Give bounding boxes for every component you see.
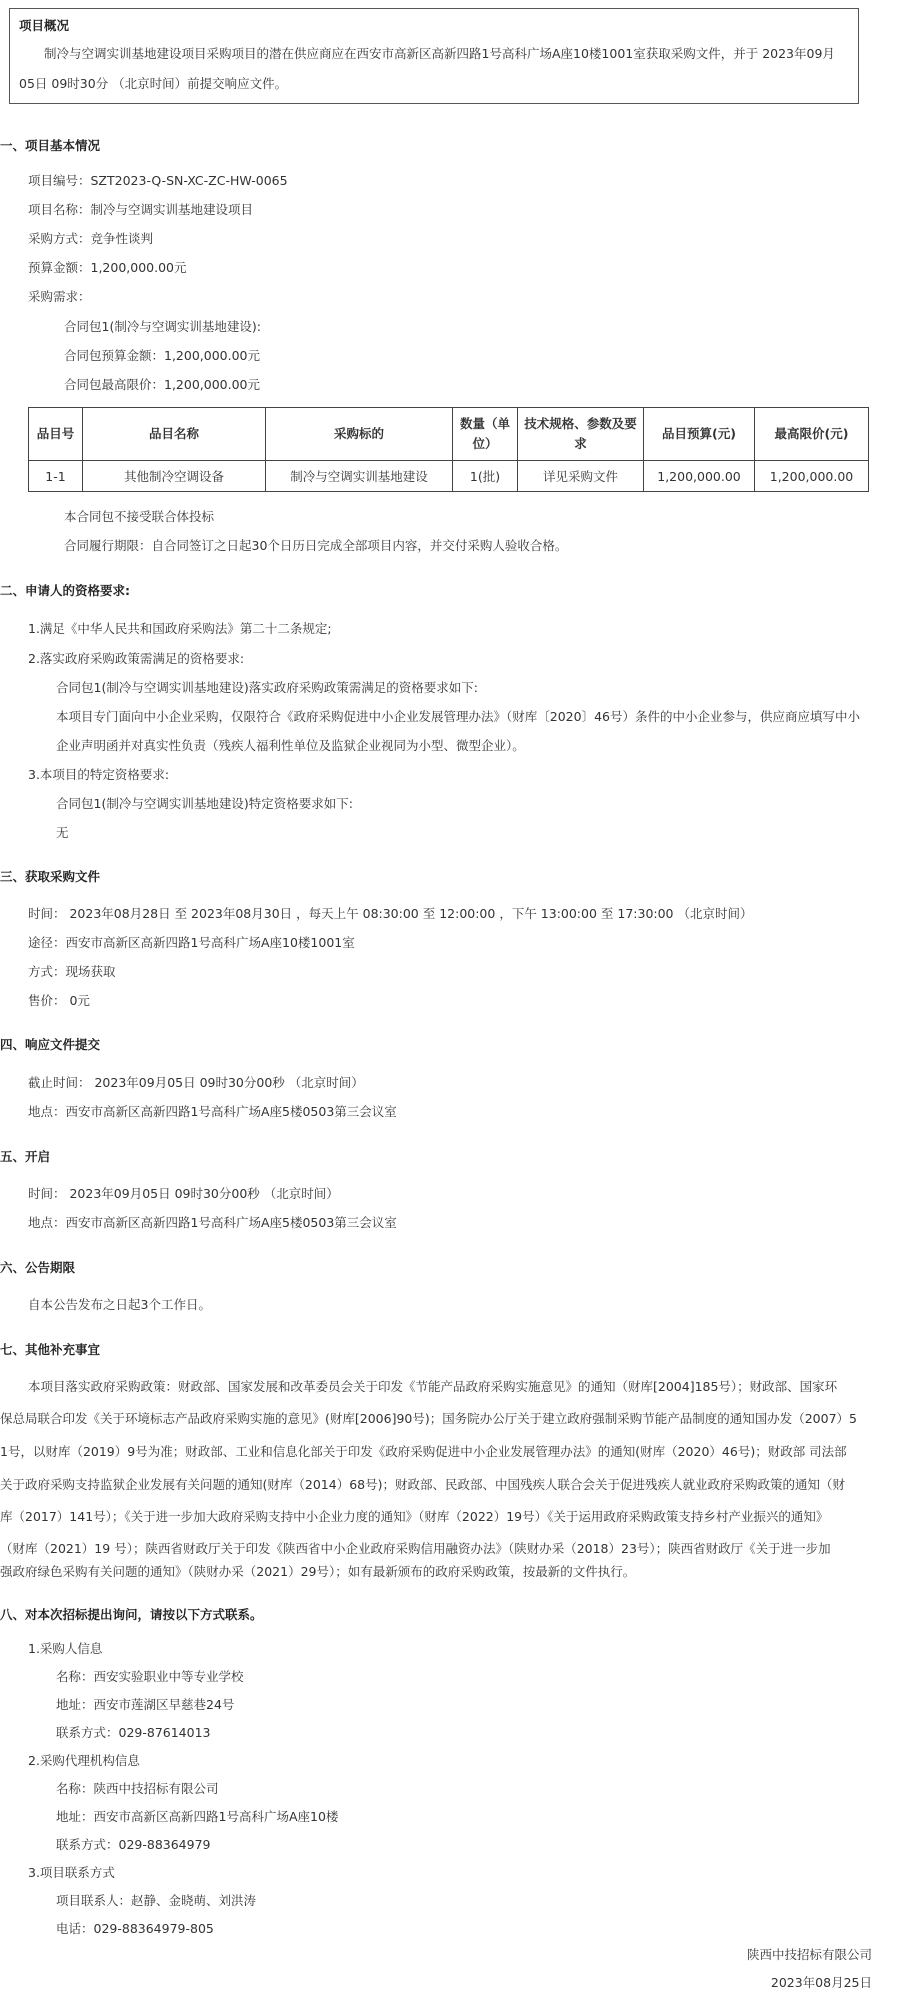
section-2-heading: 二、申请人的资格要求: <box>0 583 130 598</box>
table-cell: 其他制冷空调设备 <box>83 461 266 492</box>
qualification-item-3-value: 无 <box>56 825 69 840</box>
overview-title: 项目概况 <box>19 18 70 33</box>
table-header: 品目预算(元) <box>644 408 755 461</box>
project-overview-box <box>9 8 859 104</box>
no-consortium-note: 本合同包不接受联合体投标 <box>64 509 215 524</box>
qualification-item-2-sub: 合同包1(制冷与空调实训基地建设)落实政府采购政策需满足的资格要求如下: <box>56 680 478 695</box>
table-cell: 1-1 <box>29 461 83 492</box>
section-8-heading: 八、对本次招标提出询问，请按以下方式联系。 <box>0 1607 263 1622</box>
procurement-method: 采购方式：竞争性谈判 <box>28 231 154 246</box>
table-cell: 1(批) <box>453 461 518 492</box>
table-header: 最高限价(元) <box>755 408 869 461</box>
supplementary-line: 强政府绿色采购有关问题的通知》（陕财办采（2021）29号）；如有最新颁布的政府采购政策，按最新的文件执行。 <box>0 1564 636 1579</box>
contract-period: 合同履行期限：自合同签订之日起30个日历日完成全部项目内容，并交付采购人验收合格。 <box>64 538 568 553</box>
purchaser-address: 地址：西安市莲湖区早慈巷24号 <box>56 1697 235 1712</box>
section-1-heading: 一、项目基本情况 <box>0 138 101 153</box>
opening-time: 时间： 2023年09月05日 09时30分00秒 （北京时间） <box>28 1186 339 1201</box>
table-cell: 制冷与空调实训基地建设 <box>266 461 453 492</box>
section-5-heading: 五、开启 <box>0 1149 51 1164</box>
submission-deadline: 截止时间： 2023年09月05日 09时30分00秒 （北京时间） <box>28 1075 364 1090</box>
qualification-item-1: 1.满足《中华人民共和国政府采购法》第二十二条规定; <box>28 621 332 636</box>
project-number: 项目编号：SZT2023-Q-SN-XC-ZC-HW-0065 <box>28 173 288 188</box>
table-cell: 1,200,000.00 <box>755 461 869 492</box>
sme-policy-line-2: 企业声明函并对真实性负责（残疾人福利性单位及监狱企业视同为小型、微型企业）。 <box>56 738 525 753</box>
agency-info-title: 2.采购代理机构信息 <box>28 1753 140 1768</box>
procurement-demand: 采购需求： <box>28 289 91 304</box>
section-6-heading: 六、公告期限 <box>0 1260 76 1275</box>
package-max-price: 合同包最高限价：1,200,000.00元 <box>64 377 260 392</box>
table-header: 技术规格、参数及要求 <box>518 408 644 461</box>
contract-package: 合同包1(制冷与空调实训基地建设): <box>64 319 261 334</box>
table-header-row <box>29 408 869 461</box>
table-header: 采购标的 <box>266 408 453 461</box>
agency-name: 名称：陕西中技招标有限公司 <box>56 1781 219 1796</box>
supplementary-line: 关于政府采购支持监狱企业发展有关问题的通知(财库（2014）68号)；财政部、民政部、中国残疾人联合会关于促进残疾人就业政府采购政策的通知（财 <box>0 1477 845 1492</box>
agency-address: 地址：西安市高新区高新四路1号高科广场A座10楼 <box>56 1809 339 1824</box>
qualification-item-3-sub: 合同包1(制冷与空调实训基地建设)特定资格要求如下: <box>56 796 353 811</box>
project-contact-person: 项目联系人：赵静、金晓萌、刘洪涛 <box>56 1893 257 1908</box>
qualification-item-3: 3.本项目的特定资格要求: <box>28 767 170 782</box>
table-row <box>29 461 869 492</box>
table-header: 品目名称 <box>83 408 266 461</box>
table-header: 品目号 <box>29 408 83 461</box>
obtain-method: 方式：现场获取 <box>28 964 116 979</box>
project-name: 项目名称：制冷与空调实训基地建设项目 <box>28 202 254 217</box>
section-3-heading: 三、获取采购文件 <box>0 869 101 884</box>
overview-text: 制冷与空调实训基地建设项目采购项目的潜在供应商应在西安市高新区高新四路1号高科广场A座10楼1001室获取采购文件，并于 2023年09月05日 09时30分 （北京时间）前提交响应文件。 <box>19 46 835 91</box>
project-contact-title: 3.项目联系方式 <box>28 1865 115 1880</box>
supplementary-line: 1号，以财库（2019）9号为准；财政部、工业和信息化部关于印发《政府采购促进中小企业发展管理办法》的通知(财库（2020）46号)；财政部 司法部 <box>0 1444 847 1459</box>
sme-policy-line-1: 本项目专门面向中小企业采购，仅限符合《政府采购促进中小企业发展管理办法》（财库〔2020〕46号）条件的中小企业参与，供应商应填写中小 <box>56 709 860 724</box>
announcement-period: 自本公告发布之日起3个工作日。 <box>28 1297 211 1312</box>
document-price: 售价： 0元 <box>28 993 90 1008</box>
table-cell: 1,200,000.00 <box>644 461 755 492</box>
supplementary-line: 保总局联合印发《关于环境标志产品政府采购实施的意见》(财库[2006]90号)；国务院办公厅关于建立政府强制采购节能产品制度的通知国办发（2007）5 <box>0 1411 857 1426</box>
procurement-items-table <box>28 407 869 492</box>
purchaser-phone: 联系方式：029-87614013 <box>56 1725 211 1740</box>
purchaser-name: 名称：西安实验职业中等专业学校 <box>56 1669 244 1684</box>
opening-place: 地点：西安市高新区高新四路1号高科广场A座5楼0503第三会议室 <box>28 1215 397 1230</box>
supplementary-line: 库（2017）141号）；《关于进一步加大政府采购支持中小企业力度的通知》（财库（2022）19号）《关于运用政府采购政策支持乡村产业振兴的通知》 <box>0 1509 829 1524</box>
issue-date: 2023年08月25日 <box>770 1975 872 1990</box>
submission-place: 地点：西安市高新区高新四路1号高科广场A座5楼0503第三会议室 <box>28 1104 397 1119</box>
supplementary-line: （财库（2021）19 号）；陕西省财政厅关于印发《陕西省中小企业政府采购信用融资办法》（陕财办采（2018）23号）；陕西省财政厅《关于进一步加 <box>0 1541 831 1556</box>
section-4-heading: 四、响应文件提交 <box>0 1037 101 1052</box>
section-7-heading: 七、其他补充事宜 <box>0 1342 101 1357</box>
purchaser-info-title: 1.采购人信息 <box>28 1641 103 1656</box>
budget-amount: 预算金额：1,200,000.00元 <box>28 260 187 275</box>
table-cell: 详见采购文件 <box>518 461 644 492</box>
table-header: 数量（单位） <box>453 408 518 461</box>
qualification-item-2: 2.落实政府采购政策需满足的资格要求: <box>28 651 245 666</box>
agency-phone: 联系方式：029-88364979 <box>56 1837 211 1852</box>
obtain-time: 时间： 2023年08月28日 至 2023年08月30日 ，每天上午 08:30:00 至 12:00:00 ，下午 13:00:00 至 17:30:00 （北京时间） <box>28 906 753 921</box>
issuer-organization: 陕西中技招标有限公司 <box>746 1947 872 1962</box>
obtain-location: 途径：西安市高新区高新四路1号高科广场A座10楼1001室 <box>28 935 355 950</box>
package-budget: 合同包预算金额：1,200,000.00元 <box>64 348 260 363</box>
supplementary-line: 本项目落实政府采购政策：财政部、国家发展和改革委员会关于印发《节能产品政府采购实施意见》的通知（财库[2004]185号）；财政部、国家环 <box>28 1379 838 1394</box>
project-contact-phone: 电话：029-88364979-805 <box>56 1921 214 1936</box>
